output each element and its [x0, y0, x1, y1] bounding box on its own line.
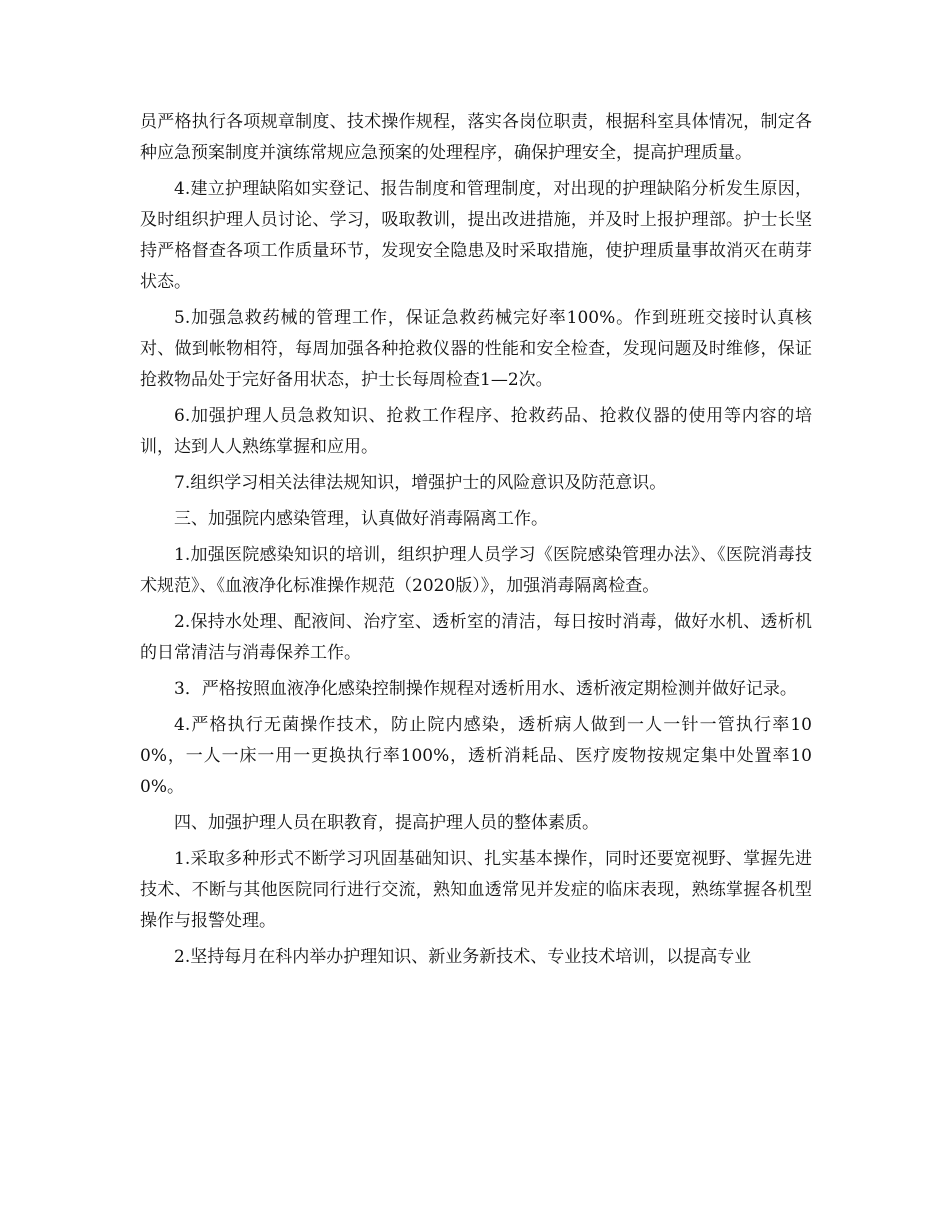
paragraph-9: 3．严格按照血液净化感染控制操作规程对透析用水、透析液定期检测并做好记录。 — [174, 679, 797, 699]
paragraph-13: 2.坚持每月在科内举办护理知识、新业务新技术、专业技术培训，以提高专业 — [174, 947, 752, 967]
paragraph-3: 5.加强急救药械的管理工作，保证急救药械完好率100%。作到班班交接时认真核对、做到帐物相符，每周加强各种抢救仪器的性能和安全检查，发现问题及时维修，保证抢救物品处于完好备用状态，护士长每周检查1—2次。 — [140, 308, 812, 390]
paragraph-1: 员严格执行各项规章制度、技术操作规程，落实各岗位职责，根据科室具体情况，制定各种应急预案制度并演练常规应急预案的处理程序，确保护理安全，提高护理质量。 — [140, 112, 812, 163]
paragraph-8: 2.保持水处理、配液间、治疗室、透析室的清洁，每日按时消毒，做好水机、透析机的日常清洁与消毒保养工作。 — [140, 612, 812, 663]
section-heading-3: 三、加强院内感染管理，认真做好消毒隔离工作。 — [174, 509, 548, 529]
document-body — [140, 107, 812, 978]
paragraph-2: 4.建立护理缺陷如实登记、报告制度和管理制度，对出现的护理缺陷分析发生原因，及时组织护理人员讨论、学习，吸取教训，提出改进措施，并及时上报护理部。护士长坚持严格督查各项工作质量环节，发现安全隐患及时采取措施，使护理质量事故消灭在萌芽状态。 — [140, 179, 812, 292]
section-heading-4: 四、加强护理人员在职教育，提高护理人员的整体素质。 — [174, 813, 599, 833]
paragraph-5: 7.组织学习相关法律法规知识，增强护士的风险意识及防范意识。 — [174, 473, 667, 493]
paragraph-12: 1.采取多种形式不断学习巩固基础知识、扎实基本操作，同时还要宽视野、掌握先进技术、不断与其他医院同行进行交流，熟知血透常见并发症的临床表现，熟练掌握各机型操作与报警处理。 — [140, 849, 812, 931]
paragraph-4: 6.加强护理人员急救知识、抢救工作程序、抢救药品、抢救仪器的使用等内容的培训，达到人人熟练掌握和应用。 — [140, 406, 812, 457]
paragraph-10: 4.严格执行无菌操作技术，防止院内感染，透析病人做到一人一针一管执行率100%，一人一床一用一更换执行率100%，透析消耗品、医疗废物按规定集中处置率100%。 — [140, 715, 812, 797]
paragraph-7: 1.加强医院感染知识的培训，组织护理人员学习《医院感染管理办法》、《医院消毒技术规范》、《血液净化标准操作规范（2020版）》，加强消毒隔离检查。 — [140, 545, 812, 596]
